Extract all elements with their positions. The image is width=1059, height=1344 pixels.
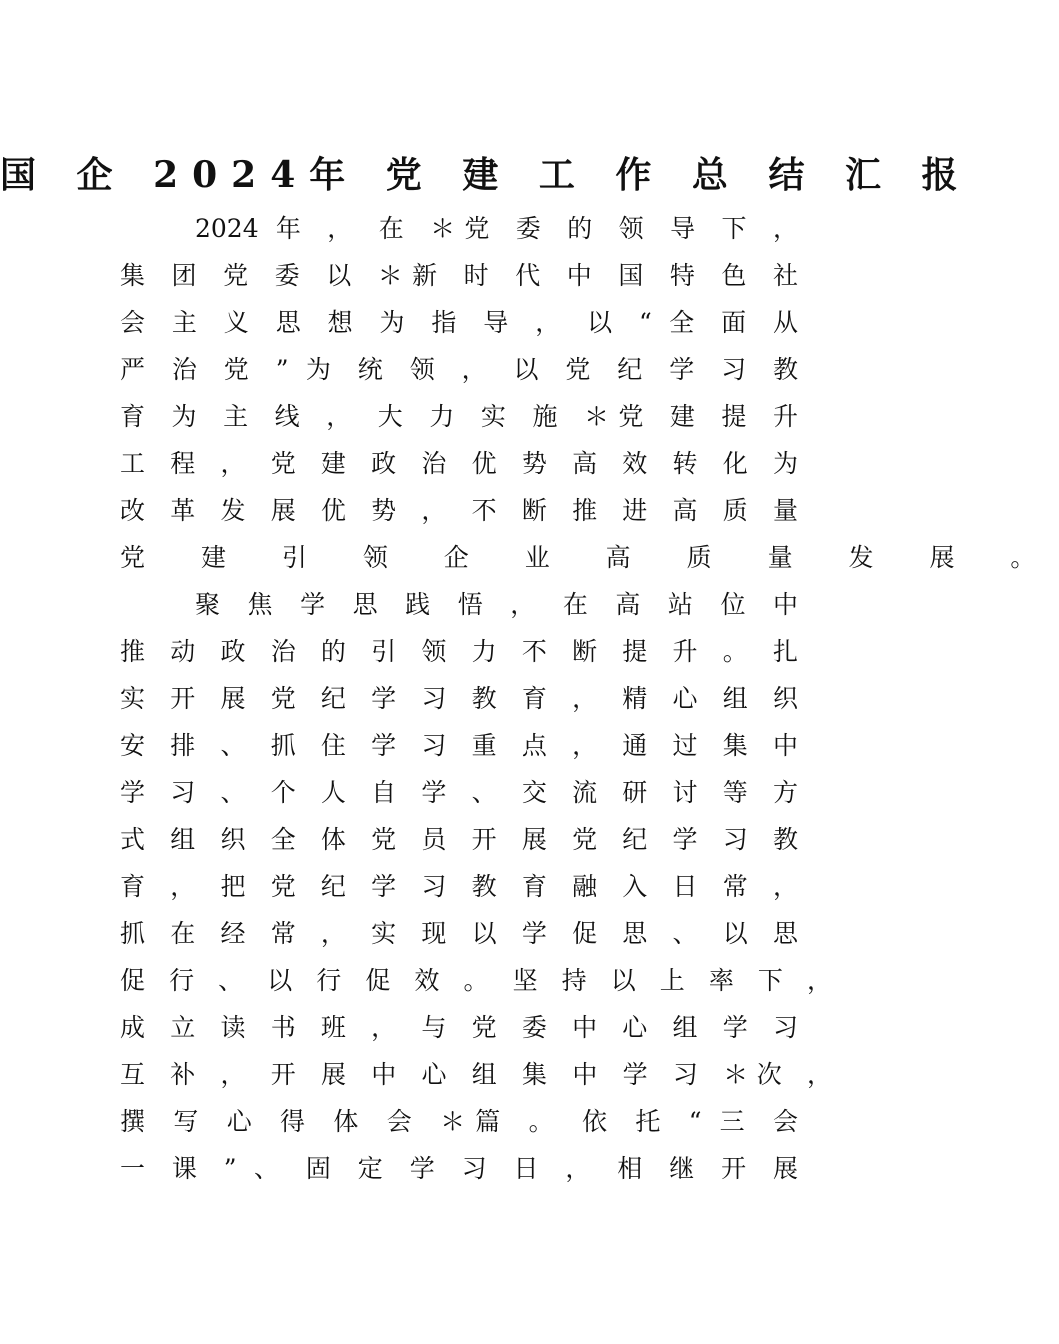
paragraph-line: 成 立 读 书 班 ， 与 党 委 中 心 组 学 习 bbox=[120, 1013, 798, 1042]
paragraph-line: 育 ， 把 党 纪 学 习 教 育 融 入 日 常 ， bbox=[120, 872, 798, 901]
paragraph-line: 工 程 ， 党 建 政 治 优 势 高 效 转 化 为 bbox=[120, 449, 798, 478]
paragraph-line: 互 补 ， 开 展 中 心 组 集 中 学 习 ＊次 ， bbox=[120, 1060, 832, 1089]
paragraph-line: 实 开 展 党 纪 学 习 教 育 ， 精 心 组 织 bbox=[120, 684, 798, 713]
document-title: 国 企 2024年 党 建 工 作 总 结 汇 报 bbox=[0, 154, 972, 196]
paragraph-line: 式 组 织 全 体 党 员 开 展 党 纪 学 习 教 bbox=[120, 825, 798, 854]
paragraph-line: 改 革 发 展 优 势 ， 不 断 推 进 高 质 量 bbox=[120, 496, 798, 525]
paragraph-line: 聚 焦 学 思 践 悟 ， 在 高 站 位 中 bbox=[195, 590, 798, 619]
paragraph-line: 严 治 党 ” 为 统 领 ， 以 党 纪 学 习 教 bbox=[120, 355, 798, 384]
paragraph-line: 撰 写 心 得 体 会 ＊篇 。 依 托 “ 三 会 bbox=[120, 1107, 798, 1136]
paragraph-line: 一 课 ” 、 固 定 学 习 日 ， 相 继 开 展 bbox=[120, 1154, 798, 1183]
paragraph-line: 育 为 主 线 ， 大 力 实 施 ＊党 建 提 升 bbox=[120, 402, 798, 431]
paragraph-line: 推 动 政 治 的 引 领 力 不 断 提 升 。 扎 bbox=[120, 637, 798, 666]
document-body bbox=[120, 205, 1059, 1192]
paragraph-line: 会 主 义 思 想 为 指 导 ， 以 “ 全 面 从 bbox=[120, 308, 798, 337]
paragraph-line: 抓 在 经 常 ， 实 现 以 学 促 思 、 以 思 bbox=[120, 919, 798, 948]
paragraph-line: 安 排 、 抓 住 学 习 重 点 ， 通 过 集 中 bbox=[120, 731, 798, 760]
paragraph-line: 促 行 、 以 行 促 效 。 坚 持 以 上 率 下 ， bbox=[120, 966, 832, 995]
paragraph-line: 党 建 引 领 企 业 高 质 量 发 展 。 bbox=[120, 543, 1059, 572]
paragraph-line: 集 团 党 委 以 ＊新 时 代 中 国 特 色 社 bbox=[120, 261, 798, 290]
paragraph-line: 学 习 、 个 人 自 学 、 交 流 研 讨 等 方 bbox=[120, 778, 798, 807]
paragraph-line: 2024 年 ， 在 ＊党 委 的 领 导 下 ， bbox=[195, 214, 798, 243]
